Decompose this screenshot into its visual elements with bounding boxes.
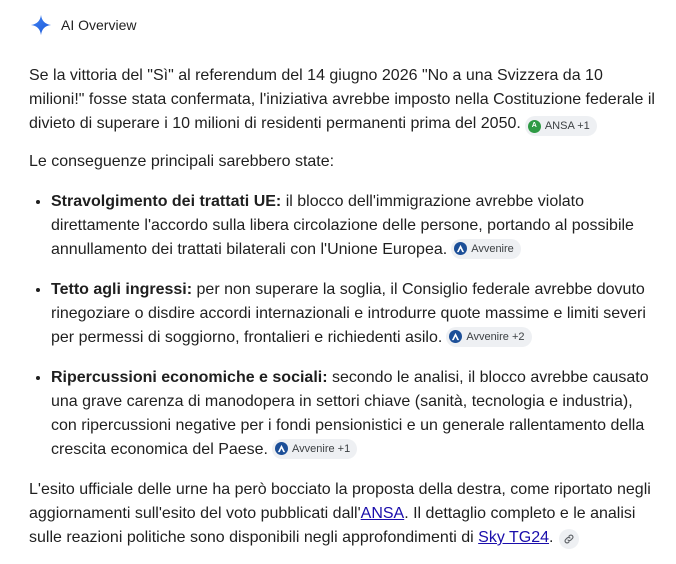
ai-overview-title: AI Overview: [61, 17, 137, 33]
outro-text: .: [549, 529, 554, 546]
avvenire-logo-icon: [454, 242, 467, 255]
outro-text: L'esito ufficiale delle urne ha però bocciato la proposta della destra, come riportato negli aggiornamenti sull'esito del voto pubblicati dall': [29, 481, 651, 522]
intro-text: Se la vittoria del "Sì" al referendum del 14 giugno 2026 "No a una Svizzera da 10 milioni!" fosse stata confermata, l'iniziativa avrebbe imposto nella Costituzione federale il divieto di superare i 10 milioni di residenti permanenti prima del 2050.: [29, 67, 655, 132]
outro-paragraph: [29, 478, 661, 550]
consequences-list: [29, 190, 661, 462]
avvenire-logo-icon: [449, 330, 462, 343]
source-chip-avvenire[interactable]: [446, 327, 531, 347]
ai-overview-header: [30, 13, 136, 37]
overview-content: [29, 64, 661, 550]
link-icon[interactable]: [559, 529, 579, 549]
list-item: [51, 278, 661, 350]
ansa-link[interactable]: ANSA: [360, 505, 405, 522]
avvenire-logo-icon: [275, 442, 288, 455]
bullet-title: Tetto agli ingressi:: [51, 281, 193, 298]
source-chip-avvenire[interactable]: [272, 439, 357, 459]
intro-paragraph: [29, 64, 661, 136]
skytg24-link[interactable]: Sky TG24: [478, 529, 550, 546]
source-chip-label: Avvenire +1: [292, 442, 351, 455]
ansa-logo-icon: A: [528, 120, 541, 133]
list-item: [51, 190, 661, 262]
bullet-text: il blocco dell'immigrazione avrebbe violato direttamente l'accordo sulla libera circolazione delle persone, portando al possibile annullamento dei trattati bilaterali con l'Unione Europea.: [51, 193, 634, 258]
source-chip-label: Avvenire +2: [466, 330, 525, 343]
bullet-title: Stravolgimento dei trattati UE:: [51, 193, 282, 210]
list-item: [51, 366, 661, 462]
bullet-title: Ripercussioni economiche e sociali:: [51, 369, 328, 386]
bullet-text: per non superare la soglia, il Consiglio federale avrebbe dovuto rinegoziare o disdire accordi internazionali e introdurre quote massime e limiti severi per permessi di soggiorno, frontalieri e richiedenti asilo.: [51, 281, 646, 346]
outro-text: . Il dettaglio completo e le analisi sulle reazioni politiche sono disponibili negli approfondimenti di: [29, 505, 636, 546]
source-chip-label: Avvenire: [471, 242, 514, 255]
source-chip-ansa[interactable]: [525, 116, 597, 136]
source-chip-label: ANSA +1: [544, 120, 590, 132]
bullet-text: secondo le analisi, il blocco avrebbe causato una grave carenza di manodopera in settori chiave (sanità, tecnologia e industria), con ripercussioni negative per i fondi pensionistici e un generale rallentamento della crescita economica del Paese.: [51, 369, 649, 458]
source-chip-avvenire[interactable]: [451, 239, 521, 259]
lead-paragraph: Le conseguenze principali sarebbero state:: [29, 153, 335, 170]
sparkle-icon: [30, 14, 52, 36]
